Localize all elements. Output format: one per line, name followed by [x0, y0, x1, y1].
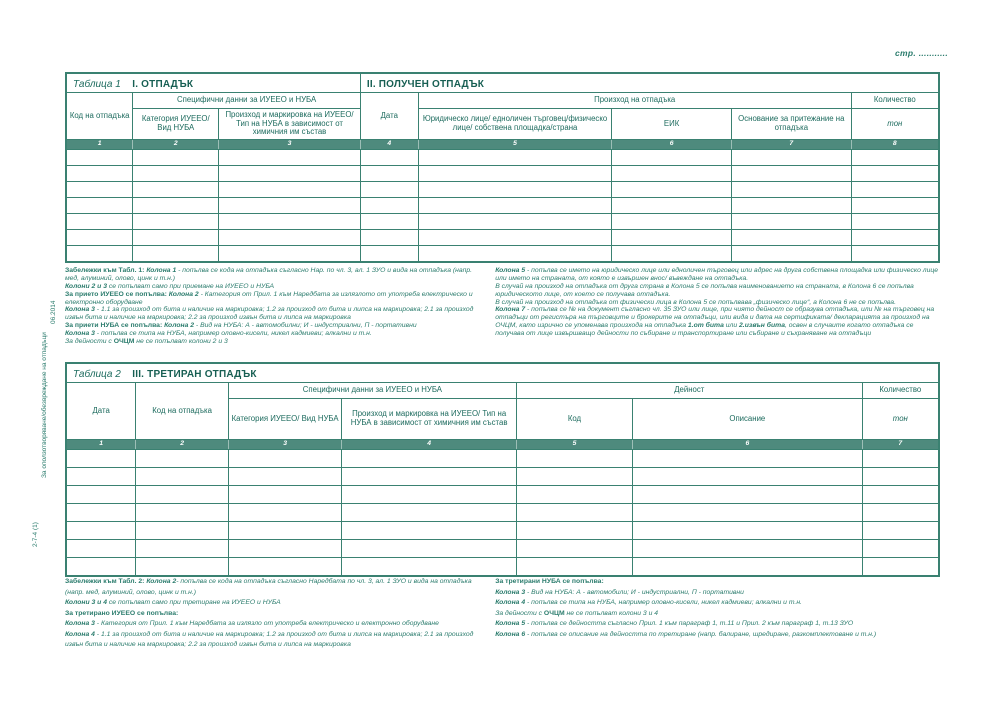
- empty-form-cell: [851, 166, 939, 182]
- t1-colnum-8: 8: [851, 140, 939, 150]
- empty-form-cell: [516, 450, 632, 468]
- empty-form-cell: [228, 558, 341, 577]
- t2-header-quantity-group: Количество: [862, 383, 939, 399]
- empty-form-cell: [66, 468, 136, 486]
- empty-form-cell: [66, 522, 136, 540]
- t2-header-activity-description: Описание: [633, 399, 863, 440]
- empty-form-row: [66, 468, 939, 486]
- empty-form-row: [66, 182, 939, 198]
- empty-form-cell: [862, 558, 939, 577]
- t1-header-quantity-unit: тон: [851, 109, 939, 140]
- empty-form-cell: [133, 198, 219, 214]
- note-line: Колона 3 - 1.1 за произход от бита и наличие на маркировка; 1.2 за произход от бита и липса на маркировка; 2.1 за произход извън бита и наличие на маркировка; 2.2 за произход извън бита и липса на маркировка: [65, 306, 474, 322]
- t1-colnum-6: 6: [612, 140, 732, 150]
- empty-form-cell: [228, 540, 341, 558]
- table2-notes-right: [495, 577, 943, 651]
- empty-form-cell: [228, 450, 341, 468]
- empty-form-cell: [228, 468, 341, 486]
- table2-column-number-strip: [66, 440, 939, 450]
- empty-form-cell: [633, 558, 863, 577]
- empty-form-cell: [136, 504, 229, 522]
- empty-form-cell: [612, 198, 732, 214]
- note-line: За дейности с ОЧЦМ не се попълват колони 3 и 4: [495, 609, 659, 617]
- empty-form-row: [66, 230, 939, 246]
- empty-form-cell: [862, 522, 939, 540]
- empty-form-row: [66, 522, 939, 540]
- empty-form-row: [66, 198, 939, 214]
- t1-header-quantity-group: Количество: [851, 93, 939, 109]
- t1-header-possession-basis: Основание за притежание на отпадъка: [731, 109, 851, 140]
- empty-form-cell: [418, 150, 612, 166]
- empty-form-cell: [66, 246, 133, 263]
- empty-form-row: [66, 246, 939, 263]
- t1-colnum-3: 3: [219, 140, 361, 150]
- t1-colnum-7: 7: [731, 140, 851, 150]
- table2-title-row: [66, 363, 939, 383]
- empty-form-cell: [342, 504, 517, 522]
- empty-form-cell: [228, 504, 341, 522]
- table1-section2-title-cell: [360, 73, 939, 93]
- table2-caption: Таблица 2: [73, 369, 121, 380]
- empty-form-cell: [731, 214, 851, 230]
- empty-form-cell: [612, 182, 732, 198]
- empty-form-cell: [851, 230, 939, 246]
- empty-form-cell: [342, 468, 517, 486]
- empty-form-cell: [66, 230, 133, 246]
- t1-header-origin-group: Произход на отпадъка: [418, 93, 851, 109]
- empty-form-cell: [136, 468, 229, 486]
- empty-form-cell: [731, 230, 851, 246]
- empty-form-cell: [418, 230, 612, 246]
- empty-form-cell: [851, 182, 939, 198]
- empty-form-cell: [633, 522, 863, 540]
- empty-form-cell: [219, 198, 361, 214]
- note-line: За третирано ИУЕЕО се попълва:: [65, 609, 179, 617]
- note-line: В случай на произход на отпадъка от друга страна в Колона 5 се попълва наименованието на страната, в Колона 6 се попълва юридическото лице, от което се получава отпадъка.: [495, 282, 914, 298]
- table-1-waste: [65, 72, 940, 263]
- empty-form-row: [66, 166, 939, 182]
- t2-colnum-7: 7: [862, 440, 939, 450]
- note-line: Забележки към Табл. 2: Колона 2- попълва се кода на отпадъка съгласно Наредбата по чл. 3, ал. 1 ЗУО и вида на отпадъка (напр. мед, алуминий, олово, цинк и т.н.): [65, 578, 472, 596]
- t2-colnum-5: 5: [516, 440, 632, 450]
- table1-notes-left: [65, 267, 495, 346]
- empty-form-cell: [612, 246, 732, 263]
- table1-body: [66, 150, 939, 263]
- empty-form-cell: [360, 230, 418, 246]
- note-line: За третирани НУБА се попълва:: [495, 578, 604, 585]
- empty-form-cell: [342, 486, 517, 504]
- empty-form-cell: [360, 198, 418, 214]
- empty-form-cell: [516, 468, 632, 486]
- empty-form-row: [66, 214, 939, 230]
- empty-form-cell: [133, 182, 219, 198]
- t1-header-entity: Юридическо лице/ едноличен търговец/физическо лице/ собствена площадка/страна: [418, 109, 612, 140]
- empty-form-cell: [516, 522, 632, 540]
- empty-form-cell: [360, 214, 418, 230]
- empty-form-cell: [133, 214, 219, 230]
- empty-form-cell: [66, 150, 133, 166]
- empty-form-cell: [136, 558, 229, 577]
- note-line: Колона 3 - Вид на НУБА: А - автомобили; И - индустриални, П - портативни: [495, 588, 744, 596]
- empty-form-cell: [342, 540, 517, 558]
- t1-header-category: Категория ИУЕЕО/ Вид НУБА: [133, 109, 219, 140]
- empty-form-cell: [219, 246, 361, 263]
- empty-form-cell: [136, 450, 229, 468]
- note-line: Колона 4 - попълва се типа на НУБА, например оловно-кисели, никел кадмиеви; алкални и т.н.: [495, 599, 802, 607]
- table1-title-row: [66, 73, 939, 93]
- page-number-label: стр. ...........: [895, 48, 948, 58]
- empty-form-cell: [219, 214, 361, 230]
- empty-form-cell: [360, 182, 418, 198]
- t2-colnum-2: 2: [136, 440, 229, 450]
- empty-form-cell: [219, 182, 361, 198]
- empty-form-cell: [66, 214, 133, 230]
- t1-header-specific-data-group: Специфични данни за ИУЕЕО и НУБА: [133, 93, 361, 109]
- empty-form-cell: [66, 182, 133, 198]
- empty-form-cell: [516, 540, 632, 558]
- table1-header-row-groups: [66, 93, 939, 109]
- empty-form-cell: [731, 246, 851, 263]
- table2-header-row-groups: [66, 383, 939, 399]
- t1-header-date: Дата: [360, 93, 418, 140]
- t2-colnum-6: 6: [633, 440, 863, 450]
- empty-form-cell: [219, 166, 361, 182]
- note-line: Колони 2 и 3 се попълват само при приемане на ИУЕЕО и НУБА: [65, 282, 275, 290]
- empty-form-row: [66, 504, 939, 522]
- t2-header-specific-data-group: Специфични данни за ИУЕЕО и НУБА: [228, 383, 516, 399]
- empty-form-cell: [136, 486, 229, 504]
- note-line: Забележки към Табл. 1: Колона 1 - попълва се кода на отпадъка съгласно Нар. по чл. 3, ал. 1 ЗУО и вида на отпадъка (напр. мед, алуминий, олово, цинк и т.н.): [65, 267, 473, 282]
- table2-notes: [65, 577, 943, 651]
- empty-form-cell: [66, 198, 133, 214]
- note-line: Колона 5 - попълва се дейността съгласно Прил. 1 към параграф 1, т.11 и Прил. 2 към параграф 1, т.13 ЗУО: [495, 620, 854, 628]
- empty-form-cell: [342, 450, 517, 468]
- empty-form-cell: [66, 540, 136, 558]
- table2-section-title-cell: [66, 363, 939, 383]
- empty-form-cell: [633, 540, 863, 558]
- note-line: За приети НУБА се попълва: Колона 2 - Вид на НУБА: А - автомобилни; И - индустриални, П - портативни: [65, 322, 417, 330]
- note-line: Колона 3 - Категория от Прил. 1 към Наредбата за излязло от употреба електрическо и електронно оборудване: [65, 620, 439, 628]
- note-line: В случай на произход на отпадъка от физически лица в Колона 5 се попълвава „физическо лице“, а Колона 6 не се попълва.: [495, 298, 896, 306]
- empty-form-cell: [731, 150, 851, 166]
- t2-colnum-1: 1: [66, 440, 136, 450]
- t2-header-activity-group: Дейност: [516, 383, 862, 399]
- empty-form-cell: [516, 558, 632, 577]
- empty-form-cell: [851, 246, 939, 263]
- t2-colnum-4: 4: [342, 440, 517, 450]
- empty-form-cell: [360, 166, 418, 182]
- t2-header-origin-marking: Произход и маркировка на ИУЕЕО/ Тип на НУБА в зависимост от химичния им състав: [342, 399, 517, 440]
- empty-form-cell: [418, 214, 612, 230]
- form-purpose-vertical-label: За оползотворяване/обезвреждане на отпадъци: [41, 332, 48, 478]
- empty-form-cell: [862, 504, 939, 522]
- form-code-vertical-label: 2-7-4 (1): [32, 522, 39, 547]
- empty-form-cell: [612, 214, 732, 230]
- empty-form-cell: [516, 504, 632, 522]
- t2-header-waste-code: Код на отпадъка: [136, 383, 229, 440]
- note-line: Колона 4 - 1.1 за произход от бита и наличие на маркировка; 1.2 за произход от бита и липса на маркировка; 2.1 за произход извън бита и наличие на маркировка; 2.2 за произход извън бита и липса на маркировка: [65, 630, 474, 649]
- empty-form-cell: [228, 486, 341, 504]
- empty-form-cell: [136, 522, 229, 540]
- table1-notes: [65, 267, 943, 346]
- empty-form-cell: [66, 450, 136, 468]
- table1-section1-title-cell: [66, 73, 360, 93]
- empty-form-cell: [862, 468, 939, 486]
- empty-form-row: [66, 540, 939, 558]
- empty-form-cell: [219, 150, 361, 166]
- empty-form-cell: [418, 182, 612, 198]
- t1-header-eik: ЕИК: [612, 109, 732, 140]
- empty-form-cell: [633, 450, 863, 468]
- empty-form-row: [66, 450, 939, 468]
- empty-form-cell: [851, 150, 939, 166]
- t1-colnum-1: 1: [66, 140, 133, 150]
- note-line: Колона 5 - попълва се името на юридическо лице или едноличен търговец или адрес на друга собствена площадка или физическо лице или името на страната, от която е извършен внос/ въвеждане на отпадъка.: [495, 267, 939, 282]
- t2-header-category: Категория ИУЕЕО/ Вид НУБА: [228, 399, 341, 440]
- note-line: За прието ИУЕЕО се попълва: Колона 2 - Категория от Прил. 1 към Наредбата за излязлото от употреба електрическо и електронно оборудване: [65, 290, 473, 306]
- empty-form-row: [66, 150, 939, 166]
- note-line: Колона 7 - попълва се № на документ съгласно чл. 35 ЗУО или лице, при чиято дейност се образува отпадъка, или № на търговец на отпадъци от регистъра на търговците и брокерите на отпадъци, или вида и дата на сертификата/ декларацията за произход на ОЧЦМ, като изрично се упоменава произхода на отпадъка 1.от бита или 2.извън бита, освен в случаите когато отпадъка се получава от лице извършващо дейности по събиране и транспортиране или събиране и съхраняване на отпадъци: [495, 306, 935, 337]
- note-line: Колона 6 - попълва се описание на дейността по третиране (напр. балиране, шредиране, разкомплектоване и т.н.): [495, 630, 877, 638]
- empty-form-cell: [862, 540, 939, 558]
- t1-colnum-2: 2: [133, 140, 219, 150]
- empty-form-cell: [633, 504, 863, 522]
- empty-form-cell: [219, 230, 361, 246]
- empty-form-cell: [612, 230, 732, 246]
- note-line: Колони 3 и 4 се попълват само при третиране на ИУЕЕО и НУБА: [65, 599, 281, 607]
- table1-caption: Таблица 1: [73, 79, 121, 90]
- empty-form-cell: [133, 230, 219, 246]
- empty-form-cell: [66, 558, 136, 577]
- empty-form-cell: [228, 522, 341, 540]
- section1-title: I. ОТПАДЪК: [132, 79, 194, 90]
- empty-form-row: [66, 558, 939, 577]
- empty-form-cell: [418, 246, 612, 263]
- empty-form-cell: [516, 486, 632, 504]
- t1-colnum-4: 4: [360, 140, 418, 150]
- table1-notes-right: [495, 267, 943, 346]
- note-line: Колона 3 - попълва се типа на НУБА, например оловно-кисели, никел кадмиеви; алкални и т.н.: [65, 330, 372, 337]
- empty-form-cell: [633, 468, 863, 486]
- empty-form-cell: [342, 522, 517, 540]
- empty-form-cell: [862, 486, 939, 504]
- empty-form-cell: [731, 198, 851, 214]
- empty-form-cell: [633, 486, 863, 504]
- t2-header-quantity-unit: тон: [862, 399, 939, 440]
- empty-form-cell: [862, 450, 939, 468]
- empty-form-row: [66, 486, 939, 504]
- section3-title: III. ТРЕТИРАН ОТПАДЪК: [132, 369, 257, 380]
- empty-form-cell: [418, 198, 612, 214]
- empty-form-cell: [66, 486, 136, 504]
- empty-form-cell: [66, 504, 136, 522]
- empty-form-cell: [851, 198, 939, 214]
- table1-column-number-strip: [66, 140, 939, 150]
- empty-form-cell: [851, 214, 939, 230]
- t2-colnum-3: 3: [228, 440, 341, 450]
- t2-header-date: Дата: [66, 383, 136, 440]
- section2-title: II. ПОЛУЧЕН ОТПАДЪК: [366, 79, 485, 90]
- empty-form-cell: [418, 166, 612, 182]
- table2-body: [66, 450, 939, 577]
- empty-form-cell: [133, 150, 219, 166]
- empty-form-cell: [342, 558, 517, 577]
- empty-form-cell: [612, 166, 732, 182]
- empty-form-cell: [360, 150, 418, 166]
- empty-form-cell: [360, 246, 418, 263]
- note-line: За дейности с ОЧЦМ не се попълват колони 2 и 3: [65, 337, 228, 345]
- table2-notes-left: [65, 577, 495, 651]
- empty-form-cell: [66, 166, 133, 182]
- print-date-vertical-label: 06.2014: [50, 300, 57, 324]
- t2-header-activity-code: Код: [516, 399, 632, 440]
- empty-form-cell: [133, 166, 219, 182]
- t1-header-origin-marking: Произход и маркировка на ИУЕЕО/Тип на НУБА в зависимост от химичния им състав: [219, 109, 361, 140]
- empty-form-cell: [136, 540, 229, 558]
- empty-form-cell: [731, 182, 851, 198]
- empty-form-cell: [612, 150, 732, 166]
- t1-header-waste-code: Код на отпадъка: [66, 93, 133, 140]
- t1-colnum-5: 5: [418, 140, 612, 150]
- empty-form-cell: [133, 246, 219, 263]
- table1-header-row-details: [66, 109, 939, 140]
- table-2-treated-waste: [65, 362, 940, 577]
- empty-form-cell: [731, 166, 851, 182]
